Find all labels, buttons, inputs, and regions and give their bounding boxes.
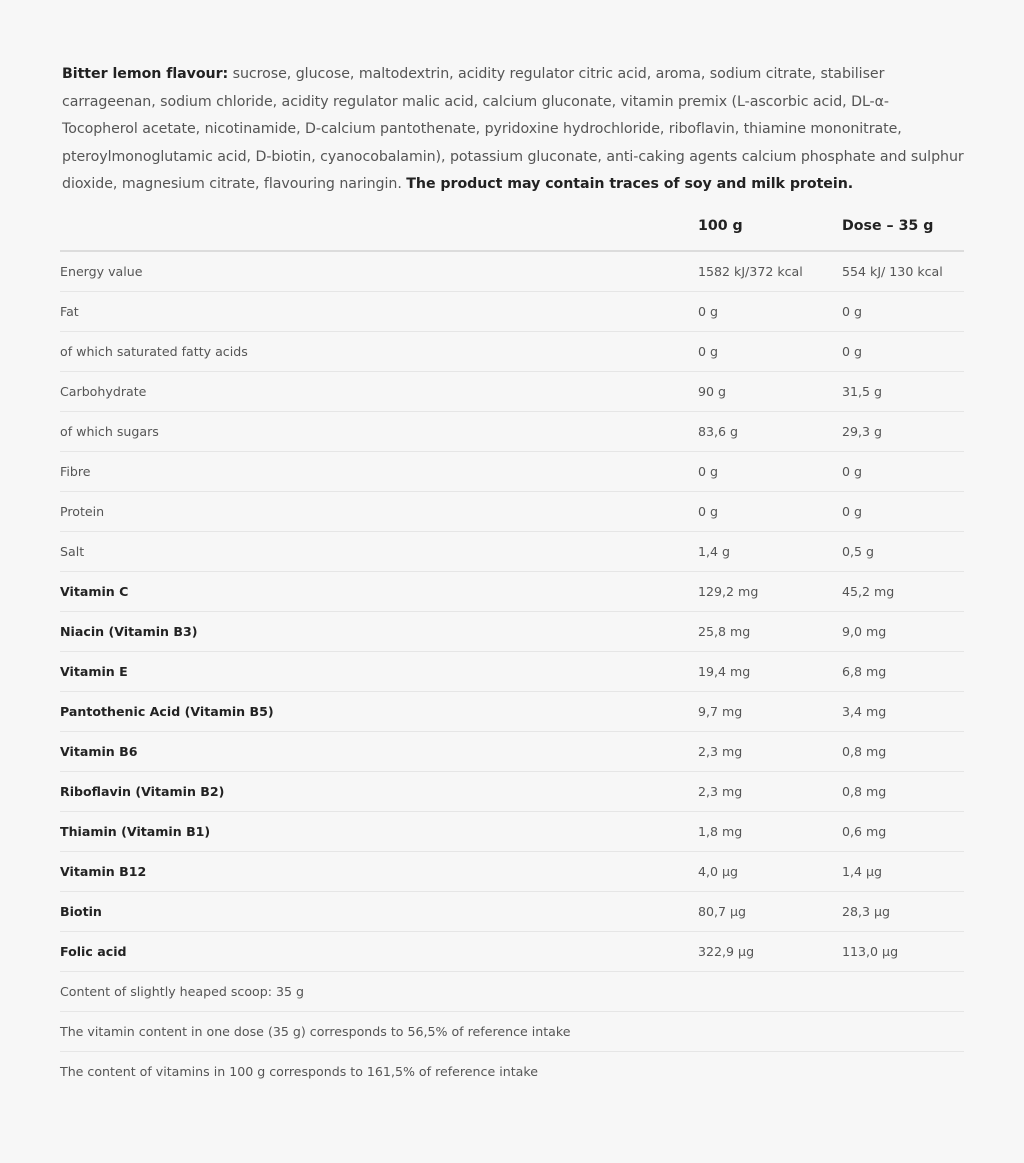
table-row: [60, 331, 964, 371]
table-row: [60, 251, 964, 292]
header-per-dose: Dose – 35 g: [842, 202, 964, 251]
value-per-dose: 31,5 g: [842, 371, 964, 411]
table-row: [60, 571, 964, 611]
nutrition-table-body: [60, 251, 964, 1091]
value-per-dose: 29,3 g: [842, 411, 964, 451]
nutrient-name: Protein: [60, 491, 698, 531]
value-per-100g: 90 g: [698, 371, 842, 411]
table-row: [60, 771, 964, 811]
table-row: [60, 731, 964, 771]
table-row: [60, 451, 964, 491]
nutrient-name: Vitamin E: [60, 651, 698, 691]
note-row: [60, 971, 964, 1011]
value-per-dose: 0,5 g: [842, 531, 964, 571]
nutrient-name: Energy value: [60, 251, 698, 292]
value-per-dose: 3,4 mg: [842, 691, 964, 731]
value-per-100g: 83,6 g: [698, 411, 842, 451]
value-per-100g: 4,0 µg: [698, 851, 842, 891]
note-row: [60, 1051, 964, 1091]
value-per-dose: 113,0 µg: [842, 931, 964, 971]
table-row: [60, 851, 964, 891]
nutrient-name: Carbohydrate: [60, 371, 698, 411]
nutrient-name: Vitamin B6: [60, 731, 698, 771]
nutrient-name: Fat: [60, 291, 698, 331]
table-row: [60, 891, 964, 931]
nutrition-table-header: [60, 202, 964, 251]
value-per-dose: 0,8 mg: [842, 771, 964, 811]
value-per-100g: 9,7 mg: [698, 691, 842, 731]
nutrient-name: Riboflavin (Vitamin B2): [60, 771, 698, 811]
nutrient-name: Thiamin (Vitamin B1): [60, 811, 698, 851]
ingredients-title: Bitter lemon flavour:: [62, 66, 229, 82]
value-per-100g: 25,8 mg: [698, 611, 842, 651]
ingredients-paragraph: [62, 61, 964, 199]
value-per-dose: 28,3 µg: [842, 891, 964, 931]
value-per-dose: 6,8 mg: [842, 651, 964, 691]
value-per-100g: 0 g: [698, 291, 842, 331]
value-per-100g: 0 g: [698, 491, 842, 531]
value-per-dose: 0 g: [842, 451, 964, 491]
value-per-dose: 45,2 mg: [842, 571, 964, 611]
value-per-100g: 1,8 mg: [698, 811, 842, 851]
value-per-100g: 0 g: [698, 331, 842, 371]
value-per-100g: 19,4 mg: [698, 651, 842, 691]
ingredients-text: sucrose, glucose, maltodextrin, acidity regulator citric acid, aroma, sodium citrate, stabiliser carrageenan, sodium chloride, acidity regulator malic acid, calcium gluconate, vitamin premix (L-ascorbic acid, DL-α-Tocopherol acetate, nicotinamide, D-calcium pantothenate, pyridoxine hydrochloride, riboflavin, thiamine mononitrate, pteroylmonoglutamic acid, D-biotin, cyanocobalamin), potassium gluconate, anti-caking agents calcium phosphate and sulphur dioxide, magnesium citrate, flavouring naringin.: [62, 66, 964, 192]
footnote-text: The vitamin content in one dose (35 g) corresponds to 56,5% of reference intake: [60, 1011, 964, 1051]
nutrient-name: Pantothenic Acid (Vitamin B5): [60, 691, 698, 731]
allergen-warning: The product may contain traces of soy and milk protein.: [406, 176, 854, 192]
product-info: [60, 61, 964, 1091]
nutrient-name: of which sugars: [60, 411, 698, 451]
value-per-100g: 129,2 mg: [698, 571, 842, 611]
value-per-dose: 0 g: [842, 331, 964, 371]
nutrient-name: Salt: [60, 531, 698, 571]
nutrient-name: of which saturated fatty acids: [60, 331, 698, 371]
table-row: [60, 531, 964, 571]
table-row: [60, 811, 964, 851]
value-per-dose: 0 g: [842, 491, 964, 531]
table-row: [60, 651, 964, 691]
nutrient-name: Fibre: [60, 451, 698, 491]
header-nutrient: [60, 202, 698, 251]
value-per-dose: 1,4 µg: [842, 851, 964, 891]
nutrient-name: Vitamin C: [60, 571, 698, 611]
table-row: [60, 691, 964, 731]
value-per-100g: 2,3 mg: [698, 731, 842, 771]
value-per-dose: 554 kJ/ 130 kcal: [842, 251, 964, 292]
value-per-dose: 0,8 mg: [842, 731, 964, 771]
nutrient-name: Niacin (Vitamin B3): [60, 611, 698, 651]
table-row: [60, 291, 964, 331]
value-per-dose: 0 g: [842, 291, 964, 331]
table-row: [60, 411, 964, 451]
value-per-100g: 0 g: [698, 451, 842, 491]
table-row: [60, 611, 964, 651]
nutrient-name: Folic acid: [60, 931, 698, 971]
nutrition-table: [60, 202, 964, 1091]
footnote-text: Content of slightly heaped scoop: 35 g: [60, 971, 964, 1011]
table-row: [60, 931, 964, 971]
value-per-dose: 0,6 mg: [842, 811, 964, 851]
value-per-100g: 1,4 g: [698, 531, 842, 571]
note-row: [60, 1011, 964, 1051]
value-per-100g: 322,9 µg: [698, 931, 842, 971]
nutrient-name: Biotin: [60, 891, 698, 931]
table-row: [60, 491, 964, 531]
value-per-100g: 1582 kJ/372 kcal: [698, 251, 842, 292]
header-per-100g: 100 g: [698, 202, 842, 251]
nutrient-name: Vitamin B12: [60, 851, 698, 891]
table-row: [60, 371, 964, 411]
footnote-text: The content of vitamins in 100 g corresponds to 161,5% of reference intake: [60, 1063, 538, 1079]
value-per-dose: 9,0 mg: [842, 611, 964, 651]
value-per-100g: 2,3 mg: [698, 771, 842, 811]
value-per-100g: 80,7 µg: [698, 891, 842, 931]
